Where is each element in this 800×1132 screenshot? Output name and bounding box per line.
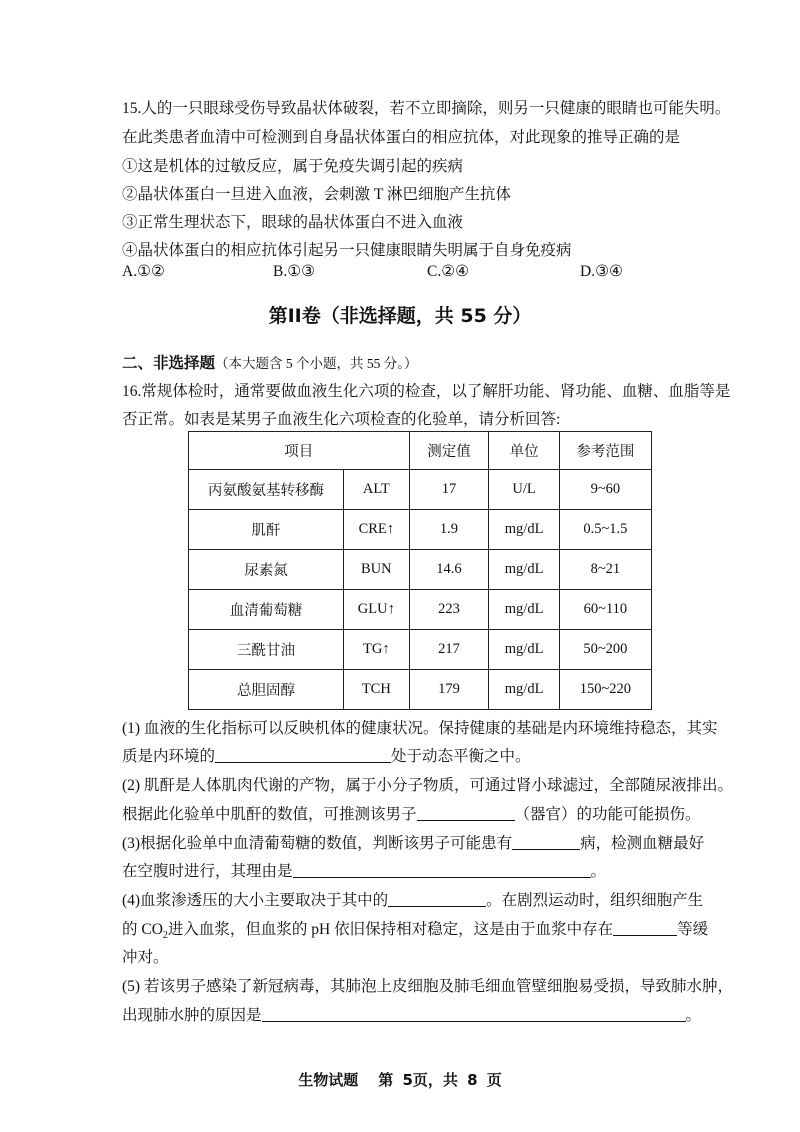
sub3-text-b: 病，检测血糖最好	[580, 835, 705, 852]
row-name: 三酰甘油	[189, 630, 344, 670]
sub3-line2	[122, 859, 606, 881]
sub2-text-a: 根据此化验单中肌酐的数值，可推测该男子	[122, 806, 417, 823]
sub4-line1	[122, 888, 703, 910]
row-range: 150~220	[559, 670, 651, 710]
sub1-text-b: 处于动态平衡之中。	[391, 748, 531, 765]
sub4-osmotic-blank[interactable]	[388, 891, 486, 907]
q15-option-c[interactable]: C.②④	[427, 263, 470, 280]
row-unit: mg/dL	[489, 510, 559, 550]
sub2-line1: (2) 肌酐是人体肌肉代谢的产物，属于小分子物质，可通过肾小球滤过，全部随尿液排出。	[122, 777, 733, 794]
sub5-answer-blank[interactable]	[262, 1006, 686, 1022]
sub2-answer-blank[interactable]	[417, 805, 515, 821]
row-code: BUN	[344, 550, 409, 590]
sub4-line3: 冲对。	[122, 949, 169, 966]
row-code: TG↑	[344, 630, 409, 670]
q15-stem-line1: 15.人的一只眼球受伤导致晶状体破裂，若不立即摘除，则另一只健康的眼睛也可能失明。	[122, 100, 731, 117]
table-header-row	[189, 432, 652, 470]
q15-option-d[interactable]: D.③④	[580, 263, 623, 280]
row-value: 179	[409, 670, 489, 710]
row-name: 尿素氮	[189, 550, 344, 590]
table-row	[189, 630, 652, 670]
header-range: 参考范围	[559, 432, 651, 470]
sub4-text-c: 的 CO	[122, 921, 163, 938]
sub4-line2	[122, 917, 708, 941]
sub4-co2-subscript: 2	[162, 930, 168, 942]
row-value: 1.9	[409, 510, 489, 550]
row-unit: mg/dL	[489, 590, 559, 630]
row-unit: mg/dL	[489, 550, 559, 590]
lab-results-table	[188, 431, 652, 710]
q16-stem-line1: 16.常规体检时，通常要做血液生化六项的检查，以了解肝功能、肾功能、血糖、血脂等是	[122, 383, 731, 400]
sub2-text-b: （器官）的功能可能损伤。	[514, 806, 701, 823]
sub3-text-c: 在空腹时进行，其理由是	[122, 863, 293, 880]
sub5-line2	[122, 1003, 701, 1025]
table-row	[189, 590, 652, 630]
row-code: TCH	[344, 670, 409, 710]
q15-item-2: ②晶状体蛋白一旦进入血液，会刺激 T 淋巴细胞产生抗体	[122, 186, 511, 203]
row-name: 丙氨酸氨基转移酶	[189, 470, 344, 510]
section-title: 第II卷（非选择题，共 55 分）	[268, 305, 532, 327]
row-name: 血清葡萄糖	[189, 590, 344, 630]
part2-note: （本大题含 5 个小题，共 55 分。）	[215, 356, 418, 371]
footer-subject: 生物试题	[298, 1071, 359, 1089]
q15-item-1: ①这是机体的过敏反应，属于免疫失调引起的疾病	[122, 158, 464, 175]
sub5-line1: (5) 若该男子感染了新冠病毒，其肺泡上皮细胞及肺毛细血管壁细胞易受损，导致肺水肿，	[122, 978, 733, 995]
sub3-text-a: (3)根据化验单中血清葡萄糖的数值，判断该男子可能患有	[122, 835, 513, 852]
sub3-text-d: 。	[590, 863, 607, 880]
sub3-reason-blank[interactable]	[293, 862, 591, 878]
q15-stem-line2: 在此类患者血清中可检测到自身晶状体蛋白的相应抗体，对此现象的推导正确的是	[122, 129, 681, 146]
page-footer	[0, 1069, 800, 1090]
row-range: 8~21	[559, 550, 651, 590]
q15-item-4: ④晶状体蛋白的相应抗体引起另一只健康眼睛失明属于自身免疫病	[122, 242, 572, 259]
q15-options	[122, 262, 722, 284]
sub4-buffer-blank[interactable]	[613, 920, 677, 936]
sub3-line1	[122, 831, 704, 853]
row-range: 9~60	[559, 470, 651, 510]
row-value: 223	[409, 590, 489, 630]
q15-option-a[interactable]: A.①②	[122, 263, 165, 280]
part2-heading-line	[122, 351, 418, 373]
row-code: ALT	[344, 470, 409, 510]
sub5-text-a: 出现肺水肿的原因是	[122, 1007, 262, 1024]
table-row	[189, 670, 652, 710]
row-unit: mg/dL	[489, 630, 559, 670]
q15-option-b[interactable]: B.①③	[273, 263, 316, 280]
header-item: 项目	[189, 432, 410, 470]
sub1-answer-blank[interactable]	[215, 747, 391, 763]
row-unit: U/L	[489, 470, 559, 510]
part2-heading: 二、非选择题	[122, 354, 216, 372]
sub1-line1: (1) 血液的生化指标可以反映机体的健康状况。保持健康的基础是内环境维持稳态，其实	[122, 720, 718, 737]
sub2-line2	[122, 802, 701, 824]
sub4-text-e: 等缓	[677, 921, 709, 938]
q16-stem-line2: 否正常。如表是某男子血液生化六项检查的化验单，请分析回答:	[122, 411, 561, 428]
sub4-text-b: 。在剧烈运动时，组织细胞产生	[486, 892, 704, 909]
table-row	[189, 550, 652, 590]
sub1-text-a: 质是内环境的	[122, 748, 216, 765]
row-value: 17	[409, 470, 489, 510]
sub1-line2	[122, 744, 531, 766]
row-range: 60~110	[559, 590, 651, 630]
row-range: 0.5~1.5	[559, 510, 651, 550]
sub4-text-d: 进入血浆，但血浆的 pH 依旧保持相对稳定，这是由于血浆中存在	[167, 921, 614, 938]
sub5-text-b: 。	[685, 1007, 702, 1024]
q15-item-3: ③正常生理状态下，眼球的晶状体蛋白不进入血液	[122, 214, 464, 231]
footer-page-number: 第 5页，共 8 页	[378, 1071, 502, 1089]
row-code: CRE↑	[344, 510, 409, 550]
table-row	[189, 510, 652, 550]
sub4-text-a: (4)血浆渗透压的大小主要取决于其中的	[122, 892, 389, 909]
row-value: 217	[409, 630, 489, 670]
row-name: 总胆固醇	[189, 670, 344, 710]
row-value: 14.6	[409, 550, 489, 590]
row-unit: mg/dL	[489, 670, 559, 710]
header-value: 测定值	[409, 432, 489, 470]
row-range: 50~200	[559, 630, 651, 670]
row-code: GLU↑	[344, 590, 409, 630]
header-unit: 单位	[489, 432, 559, 470]
row-name: 肌酐	[189, 510, 344, 550]
sub3-disease-blank[interactable]	[512, 834, 580, 850]
table-row	[189, 470, 652, 510]
